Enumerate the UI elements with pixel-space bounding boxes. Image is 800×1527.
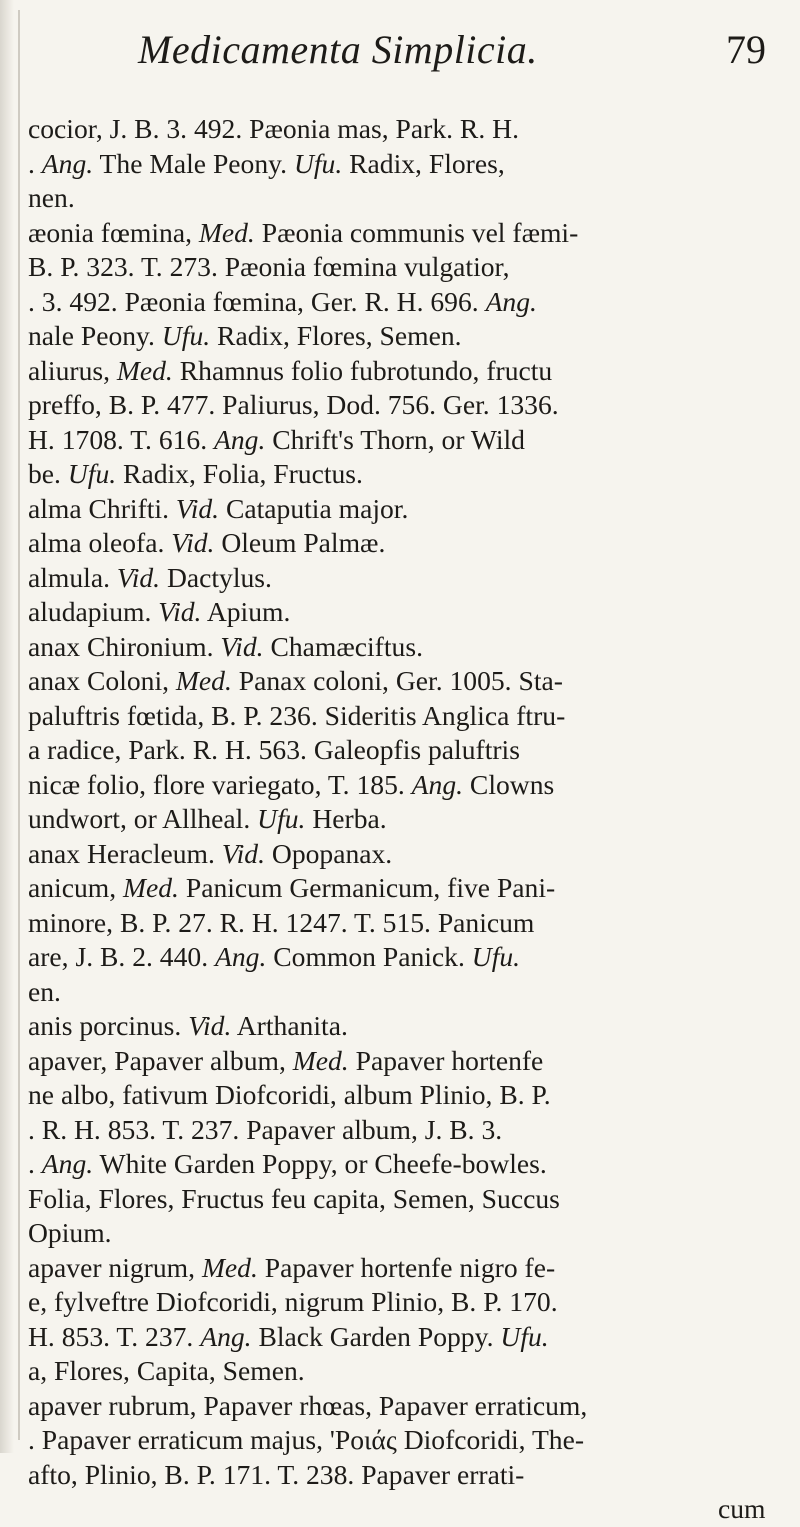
text-line [28, 733, 788, 768]
text-segment: Panax coloni, Ger. 1005. Sta- [231, 665, 563, 696]
text-line [28, 250, 788, 285]
text-line [28, 1009, 788, 1044]
text-line [28, 871, 788, 906]
text-line [28, 664, 788, 699]
text-line [28, 595, 788, 630]
text-segment: Radix, Folia, Fructus. [116, 458, 363, 489]
italic-segment: Vid. [220, 630, 264, 662]
running-title: Medicamenta Simplicia. [138, 27, 538, 72]
text-segment: Black Garden Poppy. [251, 1320, 501, 1352]
text-segment: undwort, or Allheal. [28, 803, 258, 834]
text-segment: Radix, Flores, [342, 147, 505, 179]
text-segment: aliurus, [28, 354, 117, 386]
text-segment: nicæ folio, flore variegato, T. 185. [28, 768, 412, 800]
text-segment: anax Chironium. [28, 630, 221, 662]
text-segment: Rhamnus folio fubrotundo, fructu [172, 354, 553, 386]
book-gutter-shadow [0, 0, 14, 1453]
text-segment: be. [28, 458, 68, 489]
text-line [28, 1113, 788, 1148]
italic-segment: Vid. [116, 561, 161, 593]
text-segment: a, Flores, Capita, Semen. [28, 1355, 305, 1386]
text-segment: Panicum Germanicum, five Pani- [178, 872, 556, 903]
text-segment: . R. H. 853. T. 237. Papaver album, J. B. 3. [28, 1113, 503, 1145]
text-segment: e, fylveftre Diofcoridi, nigrum Plinio, B. P. 170. [28, 1286, 558, 1317]
binding-edge [18, 10, 20, 1440]
text-line [28, 1251, 788, 1286]
italic-segment: Ang. [411, 768, 464, 800]
italic-segment: Ufu. [257, 803, 306, 834]
text-segment: apaver nigrum, [28, 1251, 202, 1283]
italic-segment: Vid. [158, 596, 202, 627]
italic-segment: Vid. [221, 837, 265, 869]
text-segment: anis porcinus. [28, 1010, 189, 1041]
text-segment: Radix, Flores, Semen. [210, 320, 462, 351]
italic-segment: Med. [123, 872, 179, 903]
text-line [28, 1216, 788, 1251]
text-line [28, 423, 788, 458]
text-segment: Chrift's Thorn, or Wild [265, 423, 525, 455]
text-segment: Chamæciftus. [263, 630, 423, 662]
text-line [28, 526, 788, 561]
text-line [28, 1285, 788, 1320]
text-segment: Opium. [28, 1217, 112, 1248]
catchword: cum [718, 1493, 766, 1524]
text-segment: Herba. [305, 803, 387, 834]
text-segment: . 3. 492. Pæonia fœmina, Ger. R. H. 696. [28, 285, 486, 317]
text-line [28, 1320, 788, 1355]
text-segment: . Papaver erraticum majus, 'Ροιάς Diofcoridi, The- [28, 1424, 585, 1455]
text-line [28, 492, 788, 527]
text-segment: White Garden Poppy, or Cheefe-bowles. [93, 1148, 547, 1179]
text-segment: Oleum Palmæ. [214, 527, 386, 558]
italic-segment: Ufu. [293, 147, 343, 179]
italic-segment: Ang. [41, 1148, 94, 1179]
text-line [28, 975, 788, 1010]
text-line [28, 457, 788, 492]
text-segment: nale Peony. [28, 320, 162, 351]
italic-segment: Ang. [485, 285, 537, 317]
italic-segment: Ufu. [161, 320, 211, 351]
text-segment: anicum, [28, 872, 124, 903]
text-segment: alma oleofa. [28, 527, 172, 558]
italic-segment: Ufu. [471, 941, 521, 972]
text-line [28, 1354, 788, 1389]
text-segment: are, J. B. 2. 440. [28, 941, 215, 972]
italic-segment: Ang. [214, 423, 266, 455]
text-line [28, 147, 788, 182]
italic-segment: Med. [198, 216, 255, 248]
text-segment: . [28, 147, 42, 179]
text-segment: Dactylus. [160, 561, 272, 593]
text-segment: H. 853. T. 237. [28, 1320, 201, 1352]
text-line [28, 699, 788, 734]
text-line [28, 319, 788, 354]
text-segment: anax Coloni, [28, 665, 176, 696]
text-segment: . [28, 1148, 42, 1179]
text-line [28, 112, 788, 147]
text-segment: H. 1708. T. 616. [28, 423, 215, 455]
text-segment: æonia fœmina, [28, 216, 199, 248]
text-line [28, 630, 788, 665]
text-segment: B. P. 323. T. 273. Pæonia fœmina vulgatior, [28, 251, 510, 282]
text-line [28, 1458, 788, 1493]
text-line [28, 1044, 788, 1079]
italic-segment: Ang. [215, 941, 267, 972]
text-segment: Common Panick. [266, 941, 472, 972]
text-segment: a radice, Park. R. H. 563. Galeopfis paluftris [28, 734, 520, 765]
text-segment: paluftris fœtida, B. P. 236. Sideritis Anglica ftru- [28, 699, 566, 731]
text-line [28, 1423, 788, 1458]
text-segment: Opopanax. [265, 837, 393, 869]
text-line [28, 354, 788, 389]
text-segment: Clowns [463, 768, 555, 800]
text-segment: almula. [28, 561, 117, 593]
page-header [0, 18, 800, 78]
text-line [28, 906, 788, 941]
italic-segment: Vid. [171, 527, 215, 558]
text-line [28, 1389, 788, 1424]
text-segment: Cataputia major. [219, 492, 409, 524]
italic-segment: Ang. [41, 147, 94, 179]
text-segment: anax Heracleum. [28, 837, 222, 869]
text-segment: apaver, Papaver album, [28, 1044, 293, 1076]
text-segment: Papaver hortenfe [348, 1044, 544, 1076]
text-segment: Folia, Flores, Fructus feu capita, Semen, Succus [28, 1182, 560, 1214]
italic-segment: Med. [201, 1251, 258, 1283]
text-segment: Papaver hortenfe nigro fe- [257, 1251, 556, 1283]
text-segment: en. [28, 975, 61, 1007]
italic-segment: Med. [175, 665, 232, 696]
italic-segment: Ufu. [500, 1320, 549, 1352]
text-line [28, 216, 788, 251]
text-segment: Arthanita. [231, 1010, 348, 1041]
text-line [28, 940, 788, 975]
italic-segment: Ang. [200, 1320, 252, 1352]
italic-segment: Vid. [175, 492, 220, 524]
text-segment: apaver rubrum, Papaver rhœas, Papaver erraticum, [28, 1389, 588, 1421]
text-segment: ne albo, fativum Diofcoridi, album Plinio, B. P. [28, 1079, 551, 1110]
text-line [28, 768, 788, 803]
text-segment: afto, Plinio, B. P. 171. T. 238. Papaver errati- [28, 1458, 525, 1490]
body-text [28, 112, 788, 1527]
text-segment: Apium. [201, 596, 291, 627]
text-line [28, 837, 788, 872]
page-number: 79 [726, 27, 766, 72]
text-line [28, 181, 788, 216]
text-segment: preffo, B. P. 477. Paliurus, Dod. 756. Ger. 1336. [28, 389, 559, 420]
text-line [28, 285, 788, 320]
text-line [28, 1182, 788, 1217]
text-segment: cocior, J. B. 3. 492. Pæonia mas, Park. R. H. [28, 113, 519, 144]
text-line [28, 1078, 788, 1113]
text-segment: alma Chrifti. [28, 492, 176, 524]
text-line [28, 802, 788, 837]
text-line [28, 388, 788, 423]
text-segment: Pæonia communis vel fæmi- [254, 216, 579, 248]
italic-segment: Med. [292, 1044, 349, 1076]
text-segment: nen. [28, 182, 75, 213]
text-line [28, 561, 788, 596]
italic-segment: Med. [116, 354, 173, 386]
italic-segment: Vid. [188, 1010, 232, 1041]
text-line [28, 1147, 788, 1182]
text-segment: aludapium. [28, 596, 159, 627]
text-segment: minore, B. P. 27. R. H. 1247. T. 515. Panicum [28, 906, 535, 938]
text-segment: The Male Peony. [93, 147, 294, 179]
italic-segment: Ufu. [67, 458, 117, 489]
